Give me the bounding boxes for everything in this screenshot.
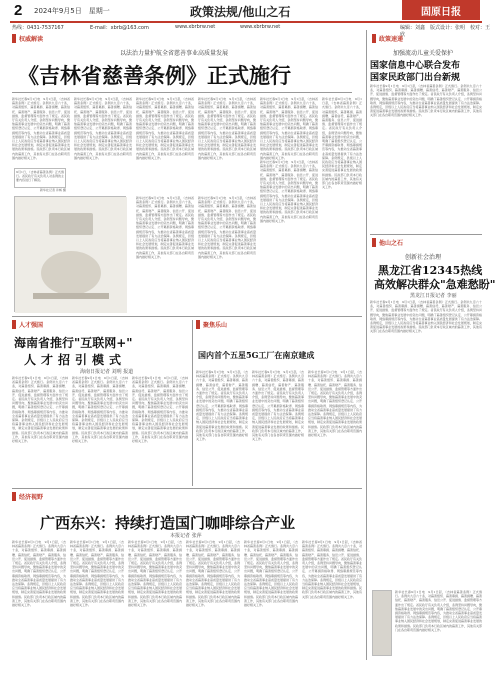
left-mid-body: 新华社长春9月1日电 9月1日起，《吉林省慈善条例》正式施行。条例共九章六十条，对慈善组织、慈善募捐、慈善捐赠、慈善信托、慈善财产、慈善服务、信息公开、促进措施、监督管理等方面作出了规定。省民政厅有关负责人介绍，条例坚持问题导向，聚焦慈善事业发展中的突出问题，明确了慈善组织登记认定、公开募捐资格取得、网络募捐规范等内容，为推动全省慈善事业高质量发展提供了有力法治保障。条例规定，县级以上人民政府应当将慈善事业纳入国民经济和社会发展规划，制定完善促进慈善事业发展的政策和措施。民政部门负责本行政区域内的慈善工作，其他有关部门在各自职责范围内做好相关工作。 bbox=[132, 376, 188, 444]
bottom-story-tag-label: 经济视野 bbox=[19, 494, 44, 501]
center-mid-body: 新华社长春9月1日电 9月1日起，《吉林省慈善条例》正式施行。条例共九章六十条，对慈善组织、慈善募捐、慈善捐赠、慈善信托、慈善财产、慈善服务、信息公开、促进措施、监督管理等方面作出了规定。省民政厅有关负责人介绍，条例坚持问题导向，聚焦慈善事业发展中的突出问题，明确了慈善组织登记认定、公开募捐资格取得、网络募捐规范等内容，为推动全省慈善事业高质量发展提供了有力法治保障。条例规定，县级以上人民政府应当将慈善事业纳入国民经济和社会发展规划，制定完善促进慈善事业发展的政策和措施。民政部门负责本行政区域内的慈善工作，其他有关部门在各自职责范围内做好相关工作。 bbox=[308, 370, 363, 438]
author-photo bbox=[372, 590, 392, 656]
center-mid-body: 新华社长春9月1日电 9月1日起，《吉林省慈善条例》正式施行。条例共九章六十条，对慈善组织、慈善募捐、慈善捐赠、慈善信托、慈善财产、慈善服务、信息公开、促进措施、监督管理等方面作出了规定。省民政厅有关负责人介绍，条例坚持问题导向，聚焦慈善事业发展中的突出问题，明确了慈善组织登记认定、公开募捐资格取得、网络募捐规范等内容，为推动全省慈善事业高质量发展提供了有力法治保障。条例规定，县级以上人民政府应当将慈善事业纳入国民经济和社会发展规划，制定完善促进慈善事业发展的政策和措施。民政部门负责本行政区域内的慈善工作，其他有关部门在各自职责范围内做好相关工作。 bbox=[252, 370, 304, 442]
right-bottom-body: 新华社长春9月1日电 9月1日起，《吉林省慈善条例》正式施行。条例共九章六十条，对慈善组织、慈善募捐、慈善捐赠、慈善信托、慈善财产、慈善服务、信息公开、促进措施、监督管理等方面作出了规定。省民政厅有关负责人介绍，条例坚持问题导向，聚焦慈善事业发展中的突出问题，明确了慈善组织登记认定、公开募捐资格取得、网络募捐规范等内容，为推动全省慈善事业高质量发展提供了有力法治保障。条例规定，县级以上人民政府应当将慈善事业纳入国民经济和社会发展规划，制定完善促进慈善事业发展的政策和措施。民政部门负责本行政区域内的慈善工作，其他有关部门在各自职责范围内做好相关工作。 bbox=[395, 590, 483, 632]
right-top-tag-label: 政策速递 bbox=[379, 36, 404, 43]
right-mid-body: 新华社长春9月1日电 9月1日起，《吉林省慈善条例》正式施行。条例共九章六十条，对慈善组织、慈善募捐、慈善捐赠、慈善信托、慈善财产、慈善服务、信息公开、促进措施、监督管理等方面作出了规定。省民政厅有关负责人介绍，条例坚持问题导向，聚焦慈善事业发展中的突出问题，明确了慈善组织登记认定、公开募捐资格取得、网络募捐规范等内容，为推动全省慈善事业高质量发展提供了有力法治保障。条例规定，县级以上人民政府应当将慈善事业纳入国民经济和社会发展规划，制定完善促进慈善事业发展的政策和措施。民政部门负责本行政区域内的慈善工作，其他有关部门在各自职责范围内做好相关工作。 bbox=[370, 300, 482, 334]
bottom-story-headline: 广西东兴：持续打造国门咖啡综合产业 bbox=[40, 514, 296, 532]
website-2[interactable]: www.xbrbrw.net bbox=[240, 24, 281, 30]
bottom-story-body: 新华社长春9月1日电 9月1日起，《吉林省慈善条例》正式施行。条例共九章六十条，对慈善组织、慈善募捐、慈善捐赠、慈善信托、慈善财产、慈善服务、信息公开、促进措施、监督管理等方面作出了规定。省民政厅有关负责人介绍，条例坚持问题导向，聚焦慈善事业发展中的突出问题，明确了慈善组织登记认定、公开募捐资格取得、网络募捐规范等内容，为推动全省慈善事业高质量发展提供了有力法治保障。条例规定，县级以上人民政府应当将慈善事业纳入国民经济和社会发展规划，制定完善促进慈善事业发展的政策和措施。民政部门负责本行政区域内的慈善工作，其他有关部门在各自职责范围内做好相关工作。 bbox=[186, 540, 241, 608]
hotline: 热线：0431-7537167 bbox=[12, 25, 64, 31]
bottom-story-body: 新华社长春9月1日电 9月1日起，《吉林省慈善条例》正式施行。条例共九章六十条，对慈善组织、慈善募捐、慈善捐赠、慈善信托、慈善财产、慈善服务、信息公开、促进措施、监督管理等方面作出了规定。省民政厅有关负责人介绍，条例坚持问题导向，聚焦慈善事业发展中的突出问题，明确了慈善组织登记认定、公开募捐资格取得、网络募捐规范等内容，为推动全省慈善事业高质量发展提供了有力法治保障。条例规定，县级以上人民政府应当将慈善事业纳入国民经济和社会发展规划，制定完善促进慈善事业发展的政策和措施。民政部门负责本行政区域内的慈善工作，其他有关部门在各自职责范围内做好相关工作。 bbox=[244, 540, 299, 608]
newspaper-logo: 固原日报 bbox=[402, 0, 480, 20]
top-story-tag-label: 权威解读 bbox=[19, 36, 44, 43]
bottom-story-body: 新华社长春9月1日电 9月1日起，《吉林省慈善条例》正式施行。条例共九章六十条，对慈善组织、慈善募捐、慈善捐赠、慈善信托、慈善财产、慈善服务、信息公开、促进措施、监督管理等方面作出了规定。省民政厅有关负责人介绍，条例坚持问题导向，聚焦慈善事业发展中的突出问题，明确了慈善组织登记认定、公开募捐资格取得、网络募捐规范等内容，为推动全省慈善事业高质量发展提供了有力法治保障。条例规定，县级以上人民政府应当将慈善事业纳入国民经济和社会发展规划，制定完善促进慈善事业发展的政策和措施。民政部门负责本行政区域内的慈善工作，其他有关部门在各自职责范围内做好相关工作。 bbox=[70, 540, 125, 608]
tag-bar-icon bbox=[12, 320, 16, 329]
issue-date: 2024年9月5日 星期一 bbox=[34, 7, 110, 15]
top-story-column: 新华社长春9月1日电 9月1日起，《吉林省慈善条例》正式施行。条例共九章六十条，对慈善组织、慈善募捐、慈善捐赠、慈善信托、慈善财产、慈善服务、信息公开、促进措施、监督管理等方面作出了规定。省民政厅有关负责人介绍，条例坚持问题导向，聚焦慈善事业发展中的突出问题，明确了慈善组织登记认定、公开募捐资格取得、网络募捐规范等内容，为推动全省慈善事业高质量发展提供了有力法治保障。条例规定，县级以上人民政府应当将慈善事业纳入国民经济和社会发展规划，制定完善促进慈善事业发展的政策和措施。民政部门负责本行政区域内的慈善工作，其他有关部门在各自职责范围内做好相关工作。 bbox=[260, 97, 318, 160]
bottom-story-byline: 本报记者 张萍 bbox=[170, 533, 202, 539]
right-mid-byline: 黑龙江日报记者 李丽 bbox=[410, 293, 457, 299]
divider bbox=[12, 316, 362, 317]
bottom-story-body: 新华社长春9月1日电 9月1日起，《吉林省慈善条例》正式施行。条例共九章六十条，对慈善组织、慈善募捐、慈善捐赠、慈善信托、慈善财产、慈善服务、信息公开、促进措施、监督管理等方面作出了规定。省民政厅有关负责人介绍，条例坚持问题导向，聚焦慈善事业发展中的突出问题，明确了慈善组织登记认定、公开募捐资格取得、网络募捐规范等内容，为推动全省慈善事业高质量发展提供了有力法治保障。条例规定，县级以上人民政府应当将慈善事业纳入国民经济和社会发展规划，制定完善促进慈善事业发展的政策和措施。民政部门负责本行政区域内的慈善工作，其他有关部门在各自职责范围内做好相关工作。 bbox=[12, 540, 67, 608]
website[interactable]: www.xbrbrw.net bbox=[175, 24, 216, 30]
top-story-kicker: 以法治力量护航全省慈善事业高质量发展 bbox=[120, 50, 229, 57]
bottom-story-body: 新华社长春9月1日电 9月1日起，《吉林省慈善条例》正式施行。条例共九章六十条，对慈善组织、慈善募捐、慈善捐赠、慈善信托、慈善财产、慈善服务、信息公开、促进措施、监督管理等方面作出了规定。省民政厅有关负责人介绍，条例坚持问题导向，聚焦慈善事业发展中的突出问题，明确了慈善组织登记认定、公开募捐资格取得、网络募捐规范等内容，为推动全省慈善事业高质量发展提供了有力法治保障。条例规定，县级以上人民政府应当将慈善事业纳入国民经济和社会发展规划，制定完善促进慈善事业发展的政策和措施。民政部门负责本行政区域内的慈善工作，其他有关部门在各自职责范围内做好相关工作。 bbox=[128, 540, 183, 608]
right-mid-tag bbox=[372, 238, 403, 247]
center-mid-tag-label: 聚焦乐山 bbox=[203, 322, 228, 329]
right-mid-headline-2: 高效解决群众"急难愁盼" bbox=[374, 278, 495, 291]
left-mid-headline-1: 海南省推行"互联网+" bbox=[14, 336, 133, 350]
left-mid-body: 新华社长春9月1日电 9月1日起，《吉林省慈善条例》正式施行。条例共九章六十条，对慈善组织、慈善募捐、慈善捐赠、慈善信托、慈善财产、慈善服务、信息公开、促进措施、监督管理等方面作出了规定。省民政厅有关负责人介绍，条例坚持问题导向，聚焦慈善事业发展中的突出问题，明确了慈善组织登记认定、公开募捐资格取得、网络募捐规范等内容，为推动全省慈善事业高质量发展提供了有力法治保障。条例规定，县级以上人民政府应当将慈善事业纳入国民经济和社会发展规划，制定完善促进慈善事业发展的政策和措施。民政部门负责本行政区域内的慈善工作，其他有关部门在各自职责范围内做好相关工作。 bbox=[12, 376, 68, 444]
right-mid-kicker: 创新社会治理 bbox=[405, 254, 442, 261]
email: E-mail：xbrb@163.com bbox=[90, 25, 149, 31]
left-mid-tag-label: 人才强国 bbox=[19, 322, 44, 329]
photo-credit: 新华社记者 许畅 摄 bbox=[40, 188, 66, 192]
section-title: 政策法规/他山之石 bbox=[190, 5, 291, 19]
top-story-column: 新华社长春9月1日电 9月1日起，《吉林省慈善条例》正式施行。条例共九章六十条，对慈善组织、慈善募捐、慈善捐赠、慈善信托、慈善财产、慈善服务、信息公开、促进措施、监督管理等方面作出了规定。省民政厅有关负责人介绍，条例坚持问题导向，聚焦慈善事业发展中的突出问题，明确了慈善组织登记认定、公开募捐资格取得、网络募捐规范等内容，为推动全省慈善事业高质量发展提供了有力法治保障。条例规定，县级以上人民政府应当将慈善事业纳入国民经济和社会发展规划，制定完善促进慈善事业发展的政策和措施。民政部门负责本行政区域内的慈善工作，其他有关部门在各自职责范围内做好相关工作。 bbox=[136, 196, 194, 259]
top-story-column: 新华社长春9月1日电 9月1日起，《吉林省慈善条例》正式施行。条例共九章六十条，对慈善组织、慈善募捐、慈善捐赠、慈善信托、慈善财产、慈善服务、信息公开、促进措施、监督管理等方面作出了规定。省民政厅有关负责人介绍，条例坚持问题导向，聚焦慈善事业发展中的突出问题，明确了慈善组织登记认定、公开募捐资格取得、网络募捐规范等内容，为推动全省慈善事业高质量发展提供了有力法治保障。条例规定，县级以上人民政府应当将慈善事业纳入国民经济和社会发展规划，制定完善促进慈善事业发展的政策和措施。民政部门负责本行政区域内的慈善工作，其他有关部门在各自职责范围内做好相关工作。 bbox=[74, 97, 132, 160]
bottom-story-body: 新华社长春9月1日电 9月1日起，《吉林省慈善条例》正式施行。条例共九章六十条，对慈善组织、慈善募捐、慈善捐赠、慈善信托、慈善财产、慈善服务、信息公开、促进措施、监督管理等方面作出了规定。省民政厅有关负责人介绍，条例坚持问题导向，聚焦慈善事业发展中的突出问题，明确了慈善组织登记认定、公开募捐资格取得、网络募捐规范等内容，为推动全省慈善事业高质量发展提供了有力法治保障。条例规定，县级以上人民政府应当将慈善事业纳入国民经济和社会发展规划，制定完善促进慈善事业发展的政策和措施。民政部门负责本行政区域内的慈善工作，其他有关部门在各自职责范围内做好相关工作。 bbox=[302, 540, 363, 599]
left-mid-headline-2: 人才招引模式 bbox=[24, 353, 127, 367]
center-mid-tag bbox=[196, 320, 227, 329]
top-story-column: 新华社长春9月1日电 9月1日起，《吉林省慈善条例》正式施行。条例共九章六十条，对慈善组织、慈善募捐、慈善捐赠、慈善信托、慈善财产、慈善服务、信息公开、促进措施、监督管理等方面作出了规定。省民政厅有关负责人介绍，条例坚持问题导向，聚焦慈善事业发展中的突出问题，明确了慈善组织登记认定、公开募捐资格取得、网络募捐规范等内容，为推动全省慈善事业高质量发展提供了有力法治保障。条例规定，县级以上人民政府应当将慈善事业纳入国民经济和社会发展规划，制定完善促进慈善事业发展的政策和措施。民政部门负责本行政区域内的慈善工作，其他有关部门在各自职责范围内做好相关工作。 bbox=[260, 160, 318, 223]
news-photo bbox=[14, 196, 126, 312]
column-divider bbox=[366, 30, 367, 660]
top-story-tag bbox=[12, 34, 43, 43]
divider bbox=[370, 234, 482, 235]
top-story-column: 新华社长春9月1日电 9月1日起，《吉林省慈善条例》正式施行。条例共九章六十条，对慈善组织、慈善募捐、慈善捐赠、慈善信托、慈善财产、慈善服务、信息公开、促进措施、监督管理等方面作出了规定。省民政厅有关负责人介绍，条例坚持问题导向，聚焦慈善事业发展中的突出问题，明确了慈善组织登记认定、公开募捐资格取得、网络募捐规范等内容，为推动全省慈善事业高质量发展提供了有力法治保障。条例规定，县级以上人民政府应当将慈善事业纳入国民经济和社会发展规划，制定完善促进慈善事业发展的政策和措施。民政部门负责本行政区域内的慈善工作，其他有关部门在各自职责范围内做好相关工作。 bbox=[136, 97, 194, 160]
page-number: 2 bbox=[14, 2, 23, 19]
left-mid-tag bbox=[12, 320, 43, 329]
left-mid-body: 新华社长春9月1日电 9月1日起，《吉林省慈善条例》正式施行。条例共九章六十条，对慈善组织、慈善募捐、慈善捐赠、慈善信托、慈善财产、慈善服务、信息公开、促进措施、监督管理等方面作出了规定。省民政厅有关负责人介绍，条例坚持问题导向，聚焦慈善事业发展中的突出问题，明确了慈善组织登记认定、公开募捐资格取得、网络募捐规范等内容，为推动全省慈善事业高质量发展提供了有力法治保障。条例规定，县级以上人民政府应当将慈善事业纳入国民经济和社会发展规划，制定完善促进慈善事业发展的政策和措施。民政部门负责本行政区域内的慈善工作，其他有关部门在各自职责范围内做好相关工作。 bbox=[72, 376, 128, 444]
divider bbox=[12, 92, 352, 93]
masthead-rule bbox=[10, 21, 482, 23]
center-mid-body: 新华社长春9月1日电 9月1日起，《吉林省慈善条例》正式施行。条例共九章六十条，对慈善组织、慈善募捐、慈善捐赠、慈善信托、慈善财产、慈善服务、信息公开、促进措施、监督管理等方面作出了规定。省民政厅有关负责人介绍，条例坚持问题导向，聚焦慈善事业发展中的突出问题，明确了慈善组织登记认定、公开募捐资格取得、网络募捐规范等内容，为推动全省慈善事业高质量发展提供了有力法治保障。条例规定，县级以上人民政府应当将慈善事业纳入国民经济和社会发展规划，制定完善促进慈善事业发展的政策和措施。民政部门负责本行政区域内的慈善工作，其他有关部门在各自职责范围内做好相关工作。 bbox=[196, 370, 248, 442]
left-mid-byline: 海南日报记者 刘明 报道 bbox=[80, 369, 134, 375]
right-mid-headline-1: 黑龙江省12345热线 bbox=[378, 264, 483, 277]
tag-bar-icon bbox=[372, 238, 376, 247]
right-top-body: 新华社长春9月1日电 9月1日起，《吉林省慈善条例》正式施行。条例共九章六十条，对慈善组织、慈善募捐、慈善捐赠、慈善信托、慈善财产、慈善服务、信息公开、促进措施、监督管理等方面作出了规定。省民政厅有关负责人介绍，条例坚持问题导向，聚焦慈善事业发展中的突出问题，明确了慈善组织登记认定、公开募捐资格取得、网络募捐规范等内容，为推动全省慈善事业高质量发展提供了有力法治保障。条例规定，县级以上人民政府应当将慈善事业纳入国民经济和社会发展规划，制定完善促进慈善事业发展的政策和措施。民政部门负责本行政区域内的慈善工作，其他有关部门在各自职责范围内做好相关工作。 bbox=[370, 84, 482, 118]
top-story-column: 新华社长春9月1日电 9月1日起，《吉林省慈善条例》正式施行。条例共九章六十条，对慈善组织、慈善募捐、慈善捐赠、慈善信托、慈善财产、慈善服务、信息公开、促进措施、监督管理等方面作出了规定。省民政厅有关负责人介绍，条例坚持问题导向，聚焦慈善事业发展中的突出问题，明确了慈善组织登记认定、公开募捐资格取得、网络募捐规范等内容，为推动全省慈善事业高质量发展提供了有力法治保障。条例规定，县级以上人民政府应当将慈善事业纳入国民经济和社会发展规划，制定完善促进慈善事业发展的政策和措施。民政部门负责本行政区域内的慈善工作，其他有关部门在各自职责范围内做好相关工作。 bbox=[198, 196, 256, 259]
right-top-tag bbox=[372, 34, 403, 43]
top-story-column: 新华社长春9月1日电 9月1日起，《吉林省慈善条例》正式施行。条例共九章六十条，对慈善组织、慈善募捐、慈善捐赠、慈善信托、慈善财产、慈善服务、信息公开、促进措施、监督管理等方面作出了规定。省民政厅有关负责人介绍，条例坚持问题导向，聚焦慈善事业发展中的突出问题，明确了慈善组织登记认定、公开募捐资格取得、网络募捐规范等内容，为推动全省慈善事业高质量发展提供了有力法治保障。条例规定，县级以上人民政府应当将慈善事业纳入国民经济和社会发展规划，制定完善促进慈善事业发展的政策和措施。民政部门负责本行政区域内的慈善工作，其他有关部门在各自职责范围内做好相关工作。 bbox=[322, 97, 362, 190]
editor-credits: 编辑：刘鑫 版式设计：张明 校对：王欣 bbox=[400, 25, 491, 38]
column-divider bbox=[192, 320, 193, 486]
right-top-kicker: 加强流动儿童关爱保护 bbox=[393, 50, 454, 57]
tag-bar-icon bbox=[12, 34, 16, 43]
right-mid-tag-label: 他山之石 bbox=[379, 240, 404, 247]
divider bbox=[12, 488, 362, 489]
top-story-column: 新华社长春9月1日电 9月1日起，《吉林省慈善条例》正式施行。条例共九章六十条，对慈善组织、慈善募捐、慈善捐赠、慈善信托、慈善财产、慈善服务、信息公开、促进措施、监督管理等方面作出了规定。省民政厅有关负责人介绍，条例坚持问题导向，聚焦慈善事业发展中的突出问题，明确了慈善组织登记认定、公开募捐资格取得、网络募捐规范等内容，为推动全省慈善事业高质量发展提供了有力法治保障。条例规定，县级以上人民政府应当将慈善事业纳入国民经济和社会发展规划，制定完善促进慈善事业发展的政策和措施。民政部门负责本行政区域内的慈善工作，其他有关部门在各自职责范围内做好相关工作。 bbox=[198, 97, 256, 160]
top-story-column: 新华社长春9月1日电 9月1日起，《吉林省慈善条例》正式施行。条例共九章六十条，对慈善组织、慈善募捐、慈善捐赠、慈善信托、慈善财产、慈善服务、信息公开、促进措施、监督管理等方面作出了规定。省民政厅有关负责人介绍，条例坚持问题导向，聚焦慈善事业发展中的突出问题，明确了慈善组织登记认定、公开募捐资格取得、网络募捐规范等内容，为推动全省慈善事业高质量发展提供了有力法治保障。条例规定，县级以上人民政府应当将慈善事业纳入国民经济和社会发展规划，制定完善促进慈善事业发展的政策和措施。民政部门负责本行政区域内的慈善工作，其他有关部门在各自职责范围内做好相关工作。 bbox=[12, 97, 70, 160]
right-top-headline-1: 国家信息中心联合发布 bbox=[370, 61, 461, 71]
right-top-headline-2: 国家民政部门出台新规 bbox=[370, 73, 461, 83]
tag-bar-icon bbox=[196, 320, 200, 329]
top-story-headline: 《吉林省慈善条例》正式施行 bbox=[18, 63, 291, 88]
bottom-story-tag bbox=[12, 492, 43, 501]
photo-caption-box: 9月1日，《吉林省慈善条例》正式施行。省民政厅有关负责人对条例的主要内容进行了解读。 bbox=[14, 168, 66, 188]
tag-bar-icon bbox=[12, 492, 16, 501]
tag-bar-icon bbox=[372, 34, 376, 43]
center-mid-headline: 国内首个五星5G工厂在南京建成 bbox=[198, 350, 315, 360]
photo-illustration-icon bbox=[15, 197, 127, 313]
